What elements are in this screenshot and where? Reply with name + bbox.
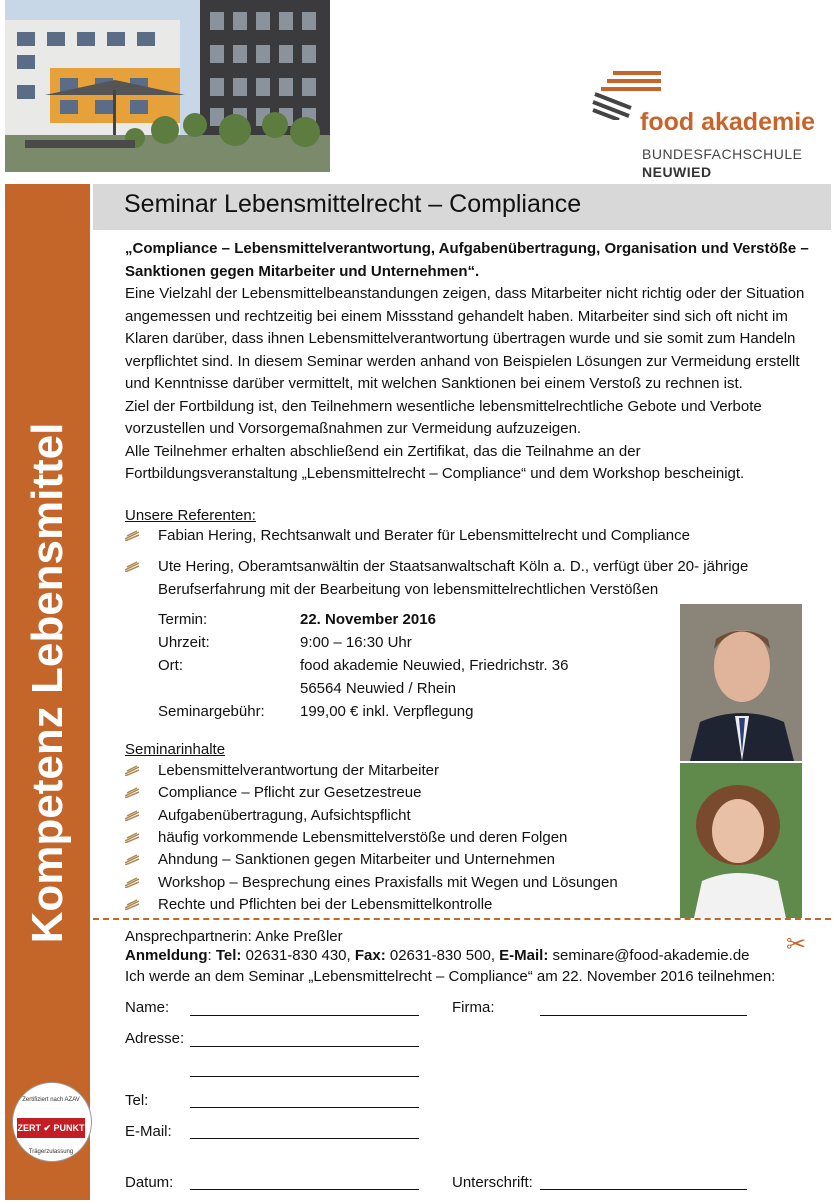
email-label: E-Mail: xyxy=(125,1123,172,1140)
pen-bullet-icon xyxy=(125,765,139,776)
pen-bullet-icon xyxy=(125,899,139,910)
unterschrift-label: Unterschrift: xyxy=(452,1174,533,1191)
referent-item: Ute Hering, Oberamtsanwältin der Staatsanwaltschaft Köln a. D., verfügt über 20- jährige xyxy=(158,556,748,579)
adresse-field-1[interactable] xyxy=(190,1045,419,1047)
unterschrift-field[interactable] xyxy=(540,1188,747,1190)
sidebar-vertical-title: Kompetenz Lebensmittel xyxy=(23,422,72,944)
contents-item: Lebensmittelverantwortung der Mitarbeiter xyxy=(158,760,439,783)
intro-paragraph-2: Ziel der Fortbildung ist, den Teilnehmern wesentliche lebensmittelrechtliche Gebote und Verbote vorzustellen und Vorsorgemaßnahmen zur Vermeidung aufzuzeigen. xyxy=(125,397,762,437)
contents-item: Rechte und Pflichten bei der Lebensmittelkontrolle xyxy=(158,894,492,917)
intro-section xyxy=(125,238,815,486)
firma-label: Firma: xyxy=(452,999,495,1016)
tel-label: Tel: xyxy=(125,1092,149,1109)
pen-bullet-icon xyxy=(125,832,139,843)
portrait-fabian-hering xyxy=(680,604,802,761)
contents-item: häufig vorkommende Lebensmittelverstöße und deren Folgen xyxy=(158,827,567,850)
pen-bullet-icon xyxy=(125,810,139,821)
registration-line: Anmeldung: Tel: 02631-830 430, Fax: 02631-830 500, E-Mail: seminare@food-akademie.de xyxy=(125,947,750,964)
pen-bullet-icon xyxy=(125,787,139,798)
contents-heading: Seminarinhalte xyxy=(125,741,226,758)
logo-name: food akademie xyxy=(640,108,816,136)
datum-label: Datum: xyxy=(125,1174,174,1191)
referent-item-continued: Berufserfahrung mit der Bearbeitung von lebensmittelrechtlichen Verstößen xyxy=(158,581,659,598)
pen-bullet-icon xyxy=(125,854,139,865)
datum-field[interactable] xyxy=(190,1188,419,1190)
termin-label: Termin: xyxy=(158,611,208,628)
referents-heading: Unsere Referenten: xyxy=(125,507,256,524)
contact-person: Ansprechpartnerin: Anke Preßler xyxy=(125,928,343,945)
fee-value: 199,00 € inkl. Verpflegung xyxy=(300,703,474,720)
contents-item: Workshop – Besprechung eines Praxisfalls mit Wegen und Lösungen xyxy=(158,872,618,895)
name-field[interactable] xyxy=(190,1014,419,1016)
contents-item: Compliance – Pflicht zur Gesetzestreue xyxy=(158,782,421,805)
pen-bullet-icon xyxy=(125,561,139,572)
scissors-icon: ✂ xyxy=(786,931,807,958)
seal-top-text: Zertifiziert nach AZAV xyxy=(22,1097,80,1103)
page-title: Seminar Lebensmittelrecht – Compliance xyxy=(124,190,582,218)
intro-headline: „Compliance – Lebensmittelverantwortung, Aufgabenübertragung, Organisation und Verstöße – Sanktionen gegen Mitarbeiter und Unternehmen“. xyxy=(125,240,809,280)
cut-line xyxy=(93,918,831,920)
contents-item: Ahndung – Sanktionen gegen Mitarbeiter und Unternehmen xyxy=(158,849,555,872)
pen-bullet-icon xyxy=(125,530,139,541)
contents-item: Aufgabenübertragung, Aufsichtspflicht xyxy=(158,805,411,828)
seal-bottom-text: Trägerzulassung xyxy=(28,1149,74,1155)
participation-statement: Ich werde an dem Seminar „Lebensmittelrecht – Compliance“ am 22. November 2016 teilnehmen: xyxy=(125,968,776,985)
header-building-photo xyxy=(5,0,330,172)
name-label: Name: xyxy=(125,999,170,1016)
fee-label: Seminargebühr: xyxy=(158,703,265,720)
intro-paragraph-1: Eine Vielzahl der Lebensmittelbeanstandungen zeigen, dass Mitarbeiter nicht richtig oder der Situation angemessen und rechtzeitig bei einem Missstand gehandelt haben. Mitarbeiter sind sich oft nicht im Klaren darüber, dass ihnen Lebensmittelverantwortung übertragen wurde und sie somit zum Handeln verpflichtet sind. In diesem Seminar werden anhand von Beispielen Lösungen zur Vermeidung erstellt und Kenntnisse darüber vermittelt, mit welchen Sanktionen bei einem Verstoß zu rechnen ist. xyxy=(125,285,805,392)
email-field[interactable] xyxy=(190,1137,419,1139)
adresse-field-2[interactable] xyxy=(190,1075,419,1077)
seal-band-text: ZERT ✔ PUNKT xyxy=(17,1118,85,1138)
firma-field[interactable] xyxy=(540,1014,747,1016)
uhrzeit-label: Uhrzeit: xyxy=(158,634,210,651)
ort-label: Ort: xyxy=(158,657,183,674)
ort-value-street: food akademie Neuwied, Friedrichstr. 36 xyxy=(300,657,569,674)
portrait-ute-hering xyxy=(680,763,802,918)
logo-subtitle-city: NEUWIED xyxy=(642,164,712,180)
pen-bullet-icon xyxy=(125,877,139,888)
adresse-label: Adresse: xyxy=(125,1030,185,1047)
intro-paragraph-3: Alle Teilnehmer erhalten abschließend ein Zertifikat, das die Teilnahme an der Fortbildungsveranstaltung „Lebensmittelrecht – Compliance“ und dem Workshop bescheinigt. xyxy=(125,442,745,482)
referent-item: Fabian Hering, Rechtsanwalt und Berater für Lebensmittelrecht und Compliance xyxy=(158,525,690,548)
termin-value: 22. November 2016 xyxy=(300,611,436,628)
uhrzeit-value: 9:00 – 16:30 Uhr xyxy=(300,634,412,651)
logo-subtitle: BUNDESFACHSCHULE xyxy=(642,146,803,162)
ort-value-city: 56564 Neuwied / Rhein xyxy=(300,680,456,697)
tel-field[interactable] xyxy=(190,1106,419,1108)
